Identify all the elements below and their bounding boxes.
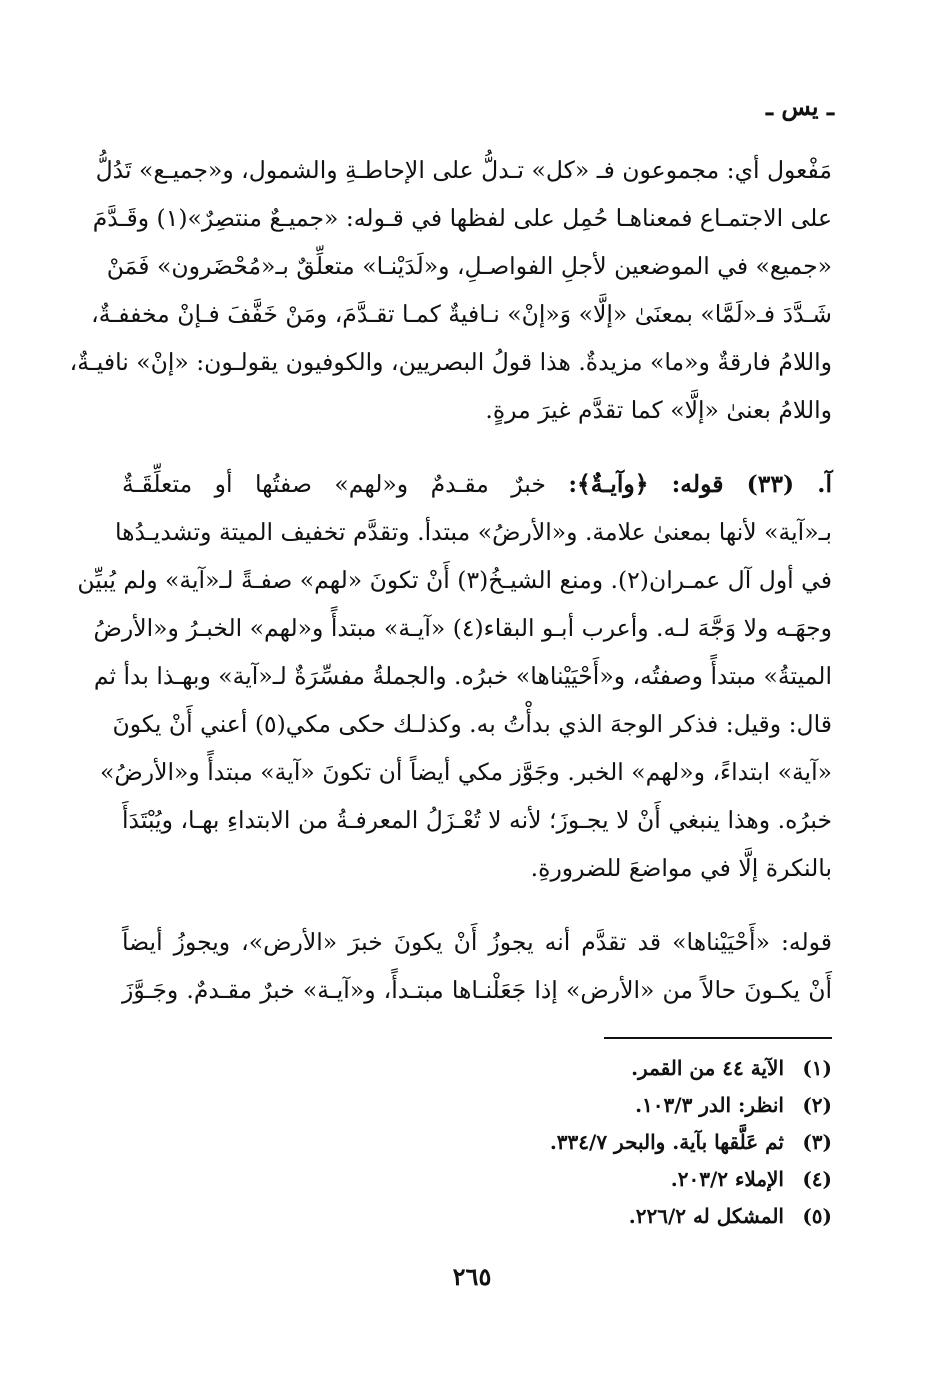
text-line: بـ«آية» لأنها بمعنىٰ علامة. و«الأرضُ» مبتدأ. وتقدَّم تخفيف الميتة وتشديـدُها [115,518,832,546]
running-header: ـ يس ـ [765,92,834,121]
text-line: أَنْ يكـونَ حالاً من «الأرض» إذا جَعَلْنـاها مبتـدأً، و«آيـة» خبرٌ مقـدمٌ. وجَـوَّزَ [122,976,832,1004]
footnote-text: الإملاء ٢٠٣/٢. [670,1167,784,1191]
text-line: بالنكرة إلَّا في مواضعَ للضرورةِ. [530,854,832,882]
footnote-text: الآية ٤٤ من القمر. [631,1056,784,1080]
text-line: «جميع» في الموضعين لأجلِ الفواصـلِ، و«لَدَيْنـا» متعلِّقٌ بـ«مُحْضَرون» فَمَنْ [106,252,832,280]
footnote-item [332,1124,832,1161]
footnote-divider [604,1037,832,1039]
text-line: شَـدَّدَ فـ«لَمَّا» بمعنَىٰ «إلَّا» وَ«إنْ» نـافيةٌ كمـا تقـدَّمَ، ومَنْ خَفَّفَ فـإنْ مخففـةٌ، [91,300,832,328]
verse-heading: آ. (٣٣) قوله: ﴿وآيـةٌ﴾: [568,470,833,498]
footnote-item [332,1161,832,1198]
page-number: ٢٦٥ [452,1262,492,1291]
text-line: «آية» ابتداءً، و«لهم» الخبر. وجَوَّز مكي أيضاً أن تكونَ «آية» مبتدأً و«الأرضُ» [99,758,832,786]
text-line [122,460,832,508]
footnote-number: (١) [802,1056,832,1080]
text-line: واللامُ بعنىٰ «إلَّا» كما تقدَّم غيرَ مرةٍ. [485,396,832,424]
text-line: مَفْعول أي: مجموعون فـ «كل» تـدلُّ على الإحاطـةِ والشمول، و«جميـع» تَدُلُّ [95,156,832,184]
paragraph-1 [69,146,832,434]
text-line: خبرُه. وهذا ينبغي أَنْ لا يجـوزَ؛ لأنه لا تُعْـزَلُ المعرفـةُ من الابتداءِ بهـا، ويُبْتَدَأَ [122,806,832,834]
paragraph-2 [77,460,833,892]
text-fragment: خبرٌ مقـدمٌ و«لهم» صفتُها أو متعلِّقَـةٌ [122,470,569,498]
text-line: على الاجتمـاع فمعناهـا حُمِل على لفظها في قـوله: «جميـعٌ منتصِرٌ»(١) وقَـدَّمَ [92,204,832,232]
footnote-number: (٢) [802,1093,832,1117]
footnote-text: انظر: الدر ١٠٣/٣. [635,1093,784,1117]
text-line: في أول آل عمـران(٢). ومنع الشيـخُ(٣) أَنْ تكونَ «لهم» صفـةً لـ«آية» ولم يُبيِّن [77,566,832,594]
text-line: واللامُ فارقةٌ و«ما» مزيدةٌ. هذا قولُ البصريين، والكوفيون يقولـون: «إنْ» نافيـةٌ، [69,348,832,376]
text-line: قال: وقيل: فذكر الوجهَ الذي بدأْتُ به. وكذلـك حكى مكي(٥) أعني أَنْ يكونَ [112,710,832,738]
paragraph-3 [122,918,832,1014]
footnote-item [332,1050,832,1087]
footnote-number: (٥) [802,1204,832,1228]
footnote-text: المشكل له ٢٢٦/٢. [628,1204,784,1228]
text-line: الميتةُ» مبتدأً وصفتُه، و«أَحْيَيْناها» خبرُه. والجملةُ مفسِّرَةٌ لـ«آية» وبهـذا بدأ ثم [93,662,832,690]
footnote-item [332,1087,832,1124]
footnotes [332,1050,832,1235]
text-line: وجهَـه ولا وَجَّهَ لـه. وأعرب أبـو البقاء(٤) «آيـة» مبتدأً و«لهم» الخبـرُ و«الأرضُ [93,614,832,642]
main-text [69,146,833,1014]
text-line: قوله: «أَحْيَيْناها» قد تقدَّم أنه يجوزُ أَنْ يكونَ خبرَ «الأرض»، ويجوزُ أيضاً [122,928,832,956]
footnote-text: ثم عَلَّقها بآية. والبحر ٣٣٤/٧. [549,1130,784,1154]
footnote-item [332,1198,832,1235]
footnote-number: (٣) [802,1130,832,1154]
footnote-number: (٤) [802,1167,832,1191]
